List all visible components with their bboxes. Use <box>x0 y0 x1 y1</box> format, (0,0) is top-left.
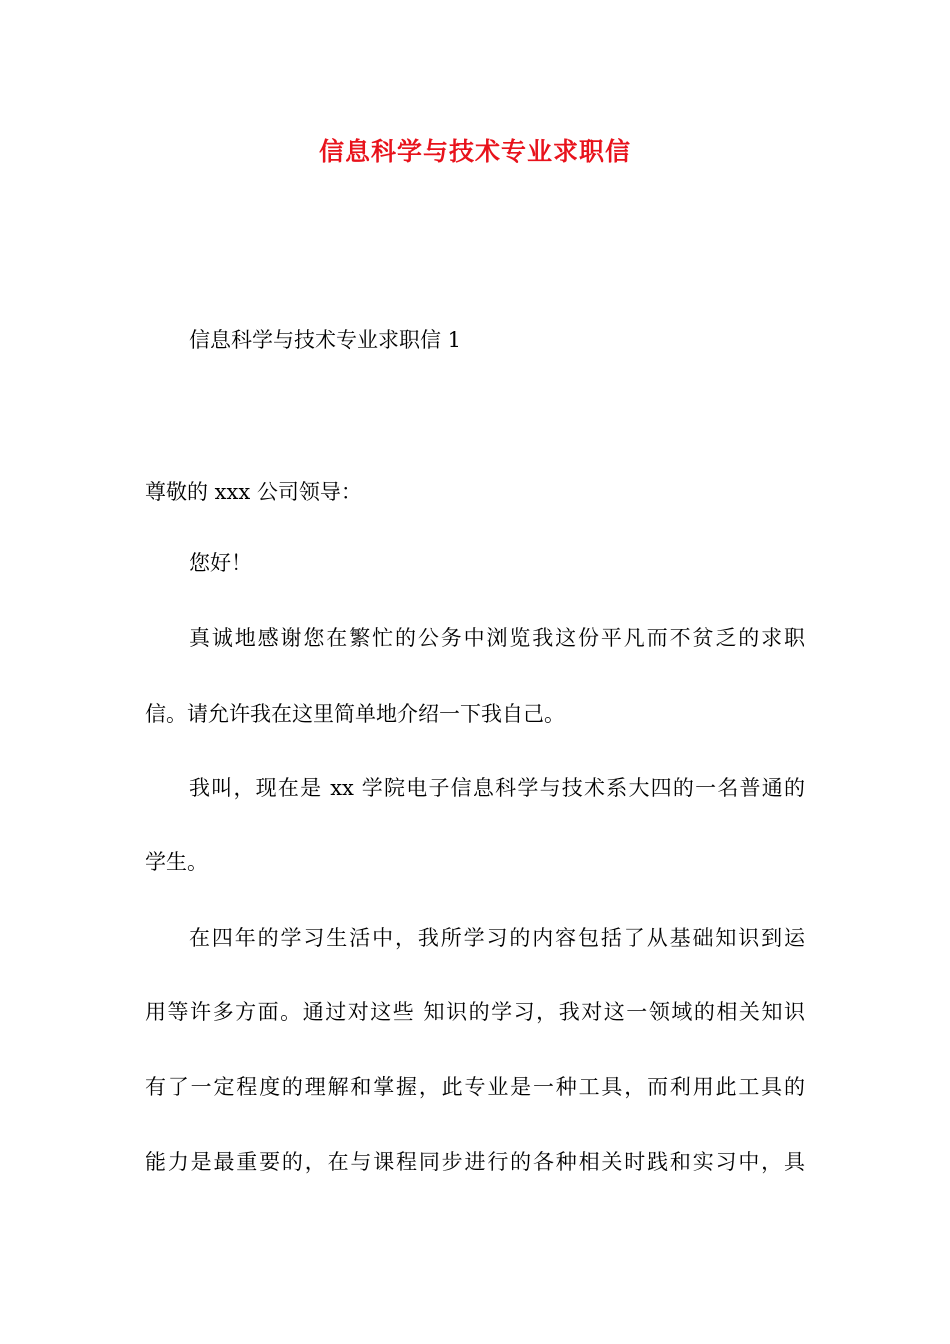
paragraph-3-line-3: 有了一定程度的理解和掌握，此专业是一种工具，而利用此工具的 <box>145 1075 805 1099</box>
paragraph-1-line-2: 信。请允许我在这里简单地介绍一下我自己。 <box>145 702 565 726</box>
paragraph-3-line-1: 在四年的学习生活中，我所学习的内容包括了从基础知识到运 <box>189 926 805 950</box>
paragraph-3-line-2: 用等许多方面。通过对这些 知识的学习，我对这一领域的相关知识 <box>145 1000 805 1024</box>
paragraph-1-line-1: 真诚地感谢您在繁忙的公务中浏览我这份平凡而不贫乏的求职 <box>189 626 805 650</box>
greeting: 您好！ <box>189 551 252 575</box>
paragraph-3-line-4: 能力是最重要的，在与课程同步进行的各种相关时践和实习中，具 <box>145 1150 805 1174</box>
paragraph-2-line-2: 学生。 <box>145 850 208 874</box>
document-title: 信息科学与技术专业求职信 <box>318 137 631 166</box>
salutation: 尊敬的 xxx 公司领导： <box>145 480 362 504</box>
paragraph-2-line-1: 我叫，现在是 xx 学院电子信息科学与技术系大四的一名普通的 <box>189 776 805 800</box>
section-heading: 信息科学与技术专业求职信 1 <box>189 328 462 352</box>
